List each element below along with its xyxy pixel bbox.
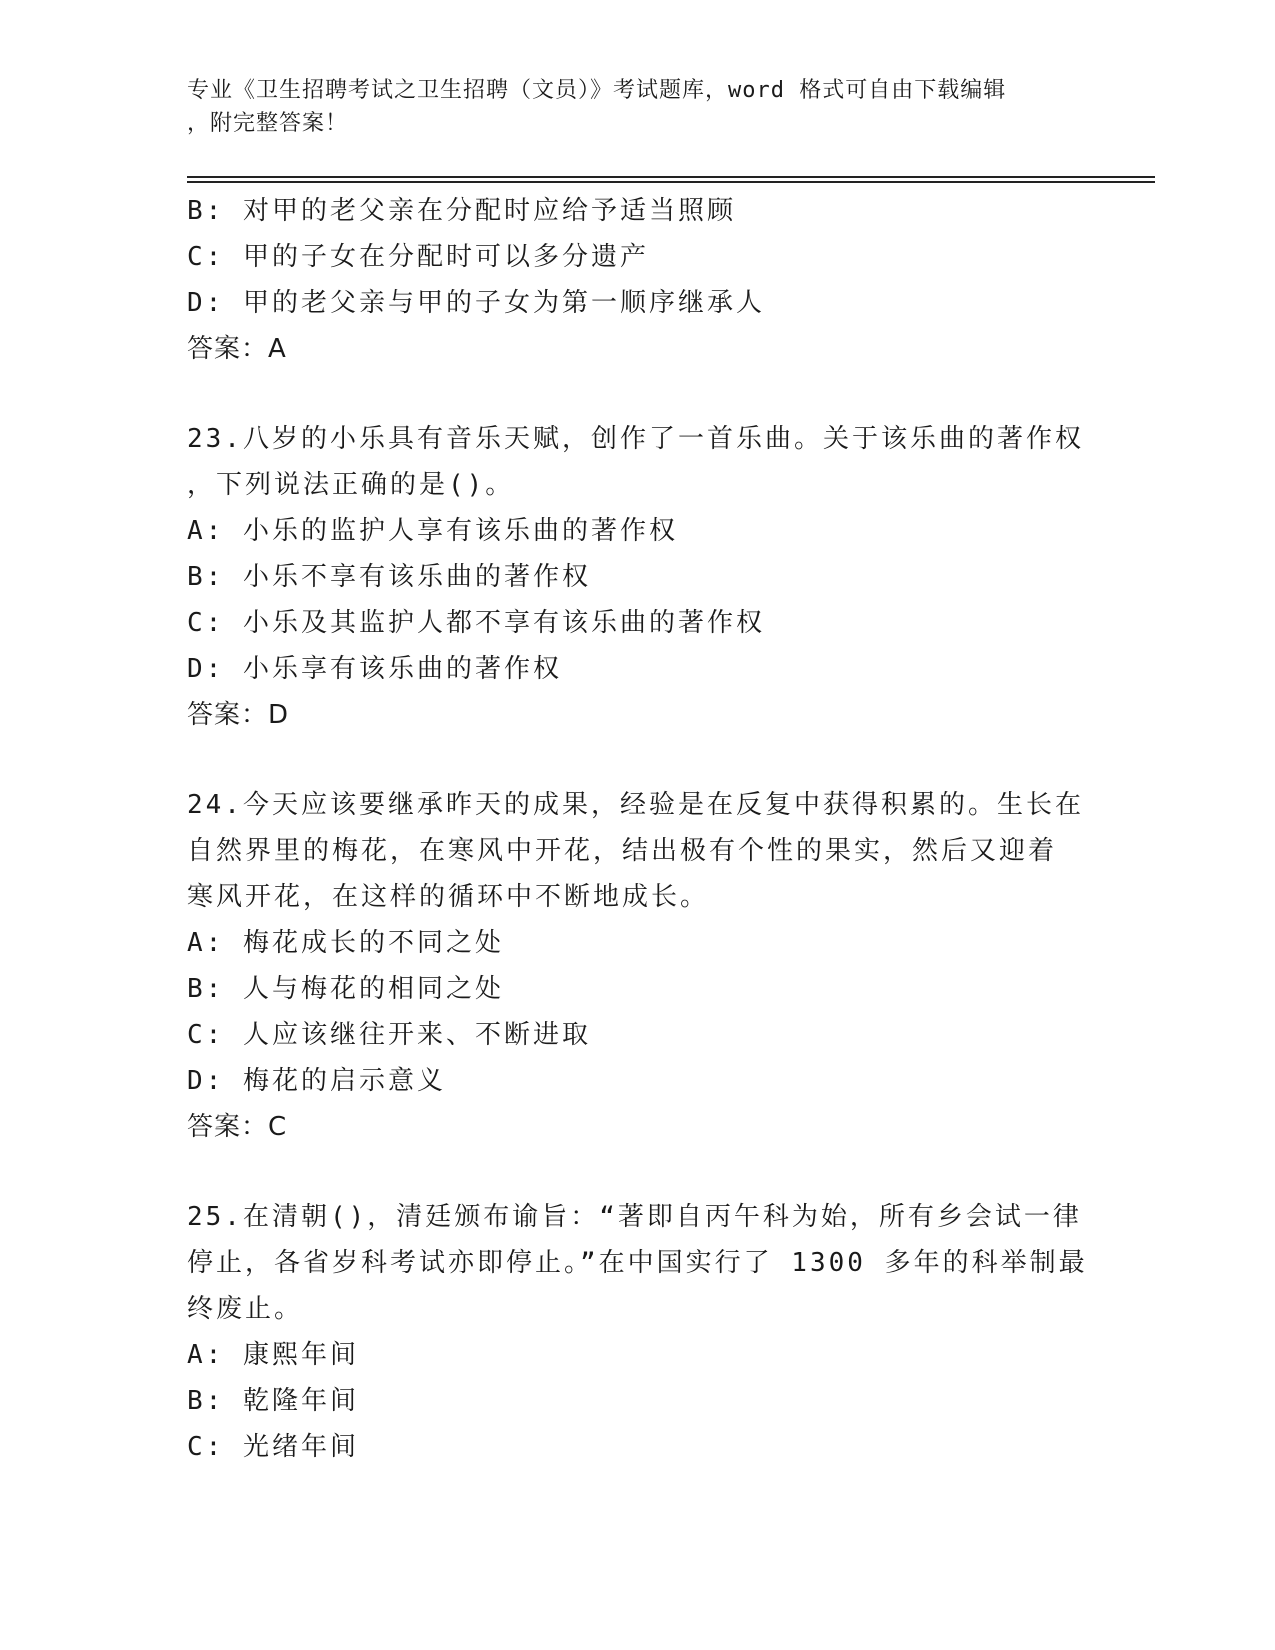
header-line-1: 专业《卫生招聘考试之卫生招聘（文员）》考试题库，word 格式可自由下载编辑: [187, 78, 1007, 103]
question-stem: 停止，各省岁科考试亦即停止。”在中国实行了 1300 多年的科举制最: [187, 1248, 1088, 1278]
question-stem: 寒风开花，在这样的循环中不断地成长。: [187, 882, 710, 912]
question-stem: 25.在清朝()，清廷颁布谕旨：“著即自丙午科为始，所有乡会试一律: [187, 1202, 1082, 1232]
question-stem: ，下列说法正确的是()。: [187, 470, 515, 500]
option-a: A: 小乐的监护人享有该乐曲的著作权: [187, 516, 678, 546]
answer: 答案：C: [187, 1112, 288, 1142]
option-c: C: 小乐及其监护人都不享有该乐曲的著作权: [187, 608, 765, 638]
question-stem: 自然界里的梅花，在寒风中开花，结出极有个性的果实，然后又迎着: [187, 836, 1058, 866]
option-b: B: 对甲的老父亲在分配时应给予适当照顾: [187, 196, 736, 226]
question-stem: 23.八岁的小乐具有音乐天赋，创作了一首乐曲。关于该乐曲的著作权: [187, 424, 1084, 454]
option-d: D: 甲的老父亲与甲的子女为第一顺序继承人: [187, 288, 765, 318]
option-a: A: 康熙年间: [187, 1340, 359, 1370]
option-b: B: 乾隆年间: [187, 1386, 359, 1416]
option-c: C: 人应该继往开来、不断进取: [187, 1020, 591, 1050]
header-divider-top: [187, 176, 1155, 178]
option-d: D: 小乐享有该乐曲的著作权: [187, 654, 562, 684]
answer: 答案：D: [187, 700, 290, 730]
option-c: C: 甲的子女在分配时可以多分遗产: [187, 242, 649, 272]
answer: 答案：A: [187, 334, 287, 364]
question-list: [187, 188, 1087, 1470]
question-25: [187, 1194, 1087, 1470]
question-23: [187, 416, 1087, 738]
question-24: [187, 782, 1087, 1150]
document-header: [187, 74, 1067, 140]
header-line-2: ，附完整答案！: [187, 111, 349, 136]
option-b: B: 小乐不享有该乐曲的著作权: [187, 562, 591, 592]
option-d: D: 梅花的启示意义: [187, 1066, 446, 1096]
question-stem: 24.今天应该要继承昨天的成果，经验是在反复中获得积累的。生长在: [187, 790, 1084, 820]
option-b: B: 人与梅花的相同之处: [187, 974, 504, 1004]
option-c: C: 光绪年间: [187, 1432, 359, 1462]
question-stem: 终废止。: [187, 1294, 304, 1324]
question-22-continued: [187, 188, 1087, 372]
option-a: A: 梅花成长的不同之处: [187, 928, 504, 958]
header-divider-bottom: [187, 181, 1155, 183]
